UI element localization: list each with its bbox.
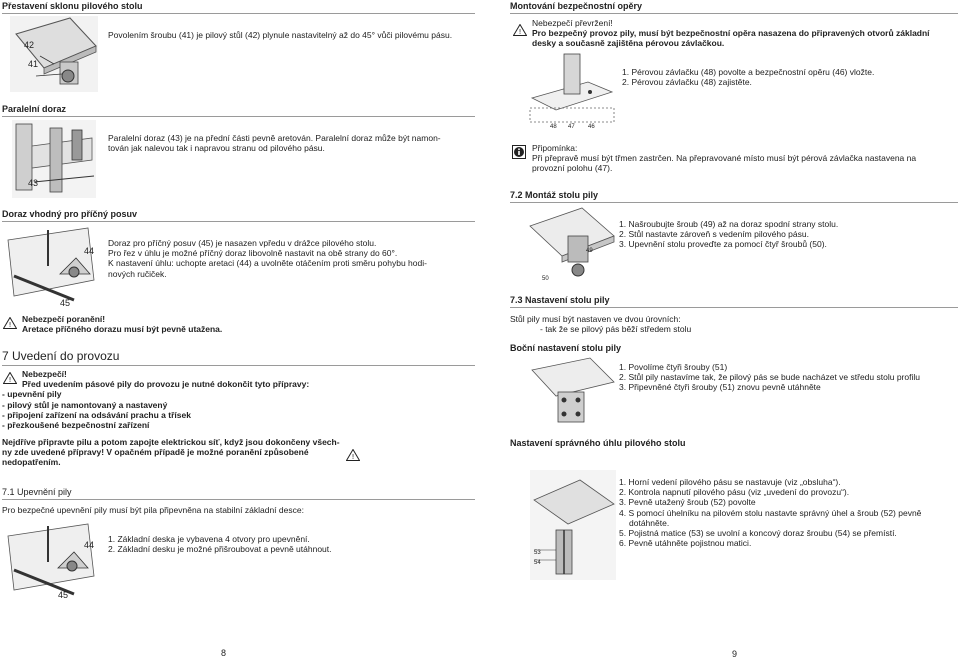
section-title-parallel-fence: Paralelní doraz (2, 104, 67, 114)
list-item: 6. Pevně utáhněte pojistnou matici. (619, 538, 752, 549)
text-line: Doraz pro příčný posuv (45) je nasazen vpředu v drážce pilového stolu. (108, 238, 377, 248)
callout-44: 44 (84, 540, 95, 550)
info-icon (512, 145, 526, 161)
list-item: 3. Pevně utažený šroub (52) povolte (619, 497, 756, 508)
list-item: 1. Pérovou závlačku (48) povolte a bezpečnostní opěru (46) vložte. (622, 67, 875, 77)
list-item: 2. Pérovou závlačku (48) zajistěte. (622, 77, 752, 88)
callout-45: 45 (60, 298, 71, 308)
text-line: nových ručiček. (108, 268, 167, 279)
callout-48: 48 (550, 124, 557, 130)
warning-startup (2, 369, 472, 430)
figure-side-adjust (530, 356, 616, 428)
note-line: Nejdříve připravte pilu a potom zapojte elektrickou síť, když jsou dokončeny všech- (2, 437, 340, 447)
text-line: Pro řez v úhlu je možné příčný doraz libovolně nastavit na obě strany do 60°. (108, 248, 398, 259)
figure-table-mounting (528, 206, 616, 284)
section-title-side-adjust: Boční nastavení stolu pily (510, 343, 622, 353)
text-table-tilt: Povolením šroubu (41) je pilový stůl (42) plynule nastavitelný až do 45° vůči pilovému pásu. (108, 30, 453, 40)
figure-table-tilt (10, 16, 98, 92)
warning-icon (3, 317, 17, 329)
list-item: 3. Připevněné čtyři šrouby (51) znovu pevně utáhněte (619, 382, 821, 393)
list-item: 2. Kontrola napnutí pilového pásu (viz „uvedení do provozu“). (619, 487, 850, 498)
text-line: Stůl pily musí být nastaven ve dvou úrovních: (510, 314, 681, 324)
list-item: 1. Horní vedení pilového pásu se nastavuje (viz „obsluha“). (619, 477, 841, 487)
list-item: 4. S pomocí úhelníku na pilovém stolu nastavte správný úhel a šroub (52) pevně (619, 507, 922, 518)
divider (510, 13, 958, 14)
warning-text: Aretace příčného dorazu musí být pevně utažena. (22, 324, 223, 335)
note-line: provozní polohu (47). (532, 163, 613, 174)
warning-title: Nebezpečí poranění! (22, 314, 106, 324)
list-item: dotáhněte. (629, 517, 670, 528)
warning-tipping (532, 18, 958, 49)
divider (2, 221, 475, 222)
list-item: 5. Pojistná matice (53) se uvolní a koncový doraz šroubu (54) se přemístí. (619, 527, 897, 538)
warning-line: Pro bezpečný provoz pily, musí být bezpečnostní opěra nasazena do připravených otvorů základní (532, 28, 930, 39)
callout-46: 46 (588, 124, 595, 130)
callout-45: 45 (58, 590, 69, 600)
list-table-mounting (619, 219, 838, 250)
figure-mounting (4, 522, 96, 600)
list-item: 1. Povolíme čtyři šrouby (51) (619, 362, 728, 372)
callout-42: 42 (24, 40, 35, 50)
page-number: 9 (732, 649, 738, 659)
list-item: 2. Základní desku je možné přišroubovat a pevně utáhnout. (108, 544, 332, 555)
svg-text:!: ! (518, 28, 522, 36)
callout-43: 43 (28, 178, 39, 188)
section-title-miter-gauge: Doraz vhodný pro příčný posuv (2, 209, 138, 219)
svg-text:!: ! (351, 453, 355, 461)
list-mounting (108, 534, 332, 554)
text-line: tován jak nalevou tak i napravou stranu od pilového pásu. (108, 143, 325, 154)
warning-title: Nebezpečí! (22, 369, 67, 379)
divider (2, 365, 475, 366)
section-title-table-adjust: 7.3 Nastavení stolu pily (510, 295, 610, 305)
warning-line: - upevnění pily (2, 389, 62, 400)
callout-41: 41 (28, 59, 39, 69)
section-title-table-angle: Nastavení správného úhlu pilového stolu (510, 438, 686, 448)
warning-line: desky a současně zajištěna pérovou závlačkou. (532, 38, 725, 49)
figure-miter-gauge (4, 226, 96, 306)
note-line: ny zde uvedené přípravy! V opačném případě je možné poranění způsobené (2, 447, 309, 458)
list-item: 1. Našroubujte šroub (49) až na doraz spodní strany stolu. (619, 219, 839, 229)
divider (510, 307, 958, 308)
figure-safety-support (528, 52, 616, 132)
divider (2, 499, 475, 500)
warning-icon (513, 24, 527, 36)
warning-line: Před uvedením pásové pily do provozu je nutné dokončit tyto přípravy: (22, 379, 310, 390)
list-item: 2. Stůl nastavte zároveň s vedením pilového pásu. (619, 229, 809, 240)
note-title: Připomínka: (532, 143, 578, 153)
section-title-startup: 7 Uvedení do provozu (2, 349, 120, 363)
note-line: Při přepravě musí být třmen zastrčen. Na přepravované místo musí být pérová závlačka nastavena na (532, 153, 917, 164)
section-title-mounting: 7.1 Upevnění pily (2, 487, 72, 497)
text-table-adjust (510, 314, 691, 334)
divider (2, 13, 475, 14)
section-title-table-tilt: Přestavení sklonu pilového stolu (2, 1, 143, 11)
text-miter-gauge (108, 238, 468, 279)
callout-49: 49 (586, 248, 593, 254)
figure-table-angle (530, 470, 616, 580)
callout-44: 44 (84, 246, 95, 256)
text-mounting-intro: Pro bezpečné upevnění pily musí být pila připevněna na stabilní základní desce: (2, 505, 304, 515)
warning-title: Nebezpečí převržení! (532, 18, 613, 28)
list-table-angle (619, 477, 921, 548)
svg-text:!: ! (8, 321, 12, 329)
callout-50: 50 (542, 276, 549, 282)
callout-54: 54 (534, 560, 541, 566)
warning-line: - připojení zařízení na odsávání prachu a třísek (2, 409, 191, 420)
text-line: - tak že se pilový pás běží středem stolu (540, 324, 692, 335)
svg-text:!: ! (8, 376, 12, 384)
text-parallel-fence (108, 133, 468, 153)
text-line: Paralelní doraz (43) je na přední části pevně aretován. Paralelní doraz může být namon- (108, 133, 441, 143)
warning-line: - přezkoušené bezpečnostní zařízení (2, 419, 150, 430)
warning-injury (22, 314, 222, 334)
figure-parallel-fence (12, 120, 96, 198)
note-startup (2, 437, 362, 468)
note-transport (532, 143, 958, 174)
list-item: 2. Stůl pily nastavíme tak, že pilový pás se bude nacházet ve středu stolu profilu (619, 372, 920, 383)
divider (2, 116, 475, 117)
section-title-table-mounting: 7.2 Montáž stolu pily (510, 190, 599, 200)
list-item: 1. Základní deska je vybavena 4 otvory pro upevnění. (108, 534, 310, 544)
callout-47: 47 (568, 124, 575, 130)
note-line: nedopatřením. (2, 457, 61, 468)
warning-icon (346, 449, 360, 461)
callout-53: 53 (534, 550, 541, 556)
list-side-adjust (619, 362, 920, 393)
page-number: 8 (221, 648, 227, 658)
steps-safety-support (622, 67, 874, 87)
warning-line: - pilový stůl je namontovaný a nastavený (2, 399, 168, 410)
list-item: 3. Upevnění stolu proveďte za pomocí čtyř šroubů (50). (619, 239, 827, 250)
divider (510, 202, 958, 203)
section-title-safety-support: Montování bezpečnostní opěry (510, 1, 643, 11)
text-line: K nastavení úhlu: uchopte aretaci (44) a uvolněte otáčením proti směru pohybu hodi- (108, 258, 427, 269)
